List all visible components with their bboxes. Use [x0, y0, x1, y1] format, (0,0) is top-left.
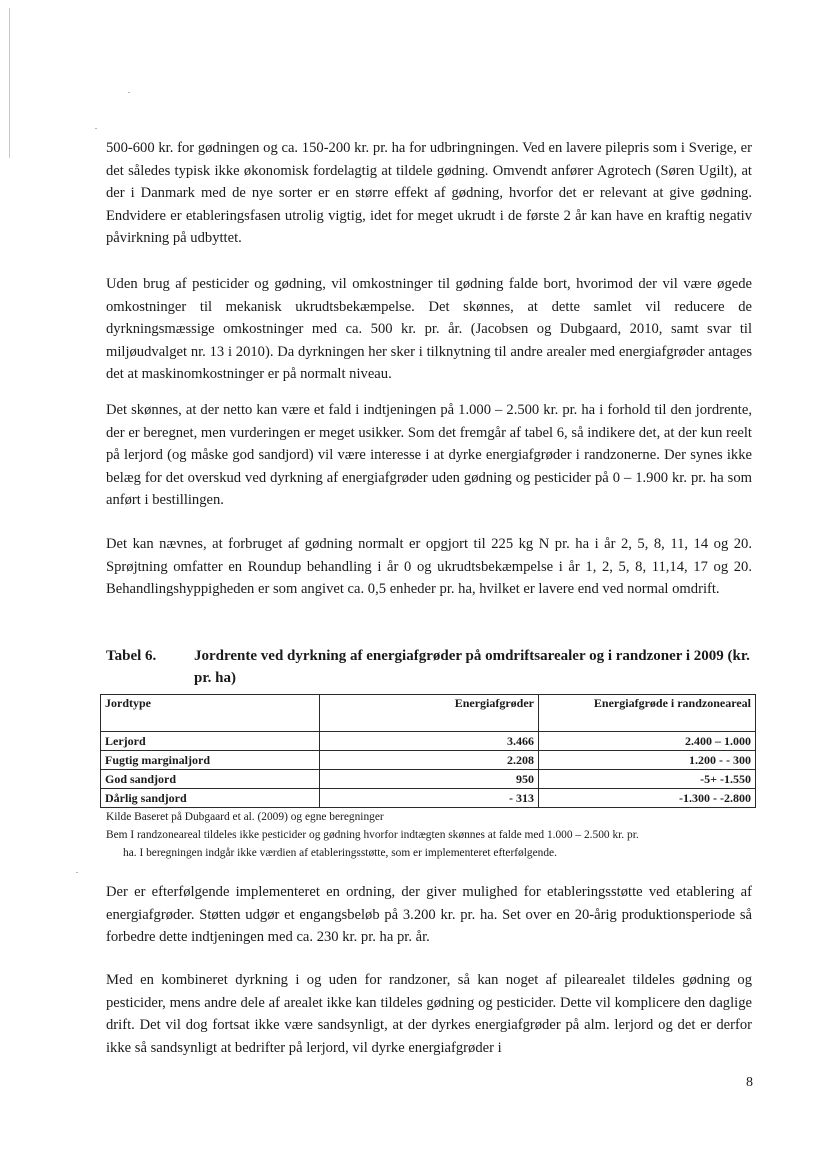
table-row — [101, 770, 756, 789]
row-soil-type: Dårlig sandjord — [101, 789, 320, 808]
row-buffer-zone-value: -5+ -1.550 — [539, 770, 756, 789]
header-randzoneareal: Energiafgrøde i randzoneareal — [539, 695, 756, 732]
row-soil-type: Lerjord — [101, 732, 320, 751]
row-energy-crops-value: 950 — [320, 770, 539, 789]
row-buffer-zone-value: 2.400 – 1.000 — [539, 732, 756, 751]
table-row — [101, 789, 756, 808]
table-source: Kilde Baseret på Dubgaard et al. (2009) og egne beregninger — [106, 811, 384, 823]
table-label: Tabel 6. — [106, 648, 157, 664]
scan-speck — [95, 128, 97, 129]
table-row — [101, 732, 756, 751]
table-title: Jordrente ved dyrkning af energiafgrøder på omdriftsarealer og i randzoner i 2009 (kr. pr. ha) — [194, 648, 750, 686]
paragraph-6: Med en kombineret dyrkning i og uden for randzoner, så kan noget af pilearealet tildeles gødning og pesticider, mens andre dele af arealet ikke kan tildeles gødning og pesticider. Dette vil komplicere den daglige drift. Det vil dog fortsat ikke være sandsynligt, at der dyrkes energiafgrøder på alm. lerjord og det er derfor ikke så sandsynligt at bedrifter på lerjord, vil dyrke energiafgrøder i — [106, 972, 752, 1056]
paragraph-5: Der er efterfølgende implementeret en ordning, der giver mulighed for etableringsstøtte ved etablering af energiafgrøder. Støtten udgør et engangsbeløb på 3.200 kr. pr. ha. Set over en 20-årig produktionsperiode så forbedre dette indtjeningen med ca. 230 kr. pr. ha pr. år. — [106, 884, 752, 946]
data-table — [100, 694, 756, 808]
scan-speck — [128, 92, 130, 93]
margin-rule — [9, 8, 10, 158]
paragraph-2: Uden brug af pesticider og gødning, vil omkostninger til gødning falde bort, hvorimod der vil være øgede omkostninger til mekanisk ukrudtsbekæmpelse. Det skønnes, at dette samlet vil reducere de dyrkningsmæssige omkostninger med ca. 500 kr. pr. år. (Jacobsen og Dubgaard, 2010, samt svar til miljøudvalget nr. 13 i 2010). Da dyrkningen her sker i tilknytning til andre arealer med energiafgrøder antages det at maskinomkostninger er på normalt niveau. — [106, 276, 752, 383]
header-energiafgroder: Energiafgrøder — [320, 695, 539, 732]
paragraph-3: Det skønnes, at der netto kan være et fald i indtjeningen på 1.000 – 2.500 kr. pr. ha i forhold til den jordrente, der er beregnet, men vurderingen er meget usikker. Som det fremgår af tabel 6, så indikere det, at der kun reelt på lerjord (og måske god sandjord) vil være interesse i at dyrke energiafgrøder i randzonerne. Der synes ikke belæg for det overskud ved dyrkning af energiafgrøder uden gødning og pesticider på 0 – 1.900 kr. pr. ha som anført i bestillingen. — [106, 402, 752, 509]
scan-speck — [76, 872, 78, 873]
table-notes — [106, 808, 786, 862]
table-header-row — [101, 695, 756, 732]
row-energy-crops-value: 2.208 — [320, 751, 539, 770]
row-energy-crops-value: - 313 — [320, 789, 539, 808]
row-soil-type: Fugtig marginaljord — [101, 751, 320, 770]
page-number: 8 — [746, 1075, 753, 1090]
row-energy-crops-value: 3.466 — [320, 732, 539, 751]
paragraph-1: 500-600 kr. for gødningen og ca. 150-200 kr. pr. ha for udbringningen. Ved en lavere pilepris som i Sverige, er det således typisk ikke økonomisk fordelagtig at tildele gødning. Omvendt anfører Agrotech (Søren Ugilt), at der i Danmark med de nye sorter er en større effekt af gødning, hvorfor det er relevant at give gødning. Endvidere er etableringsfasen utrolig vigtig, idet for meget ukrudt i de første 2 år kan have en kraftig negativ påvirkning på udbyttet. — [106, 140, 752, 247]
table-note: Bem I randzoneareal tildeles ikke pesticider og gødning hvorfor indtægten skønnes at falde med 1.000 – 2.500 kr. pr. — [106, 829, 639, 841]
table-note-continued: ha. I beregningen indgår ikke værdien af etableringsstøtte, som er implementeret efterfølgende. — [123, 847, 557, 859]
paragraph-4: Det kan nævnes, at forbruget af gødning normalt er opgjort til 225 kg N pr. ha i år 2, 5, 8, 11, 14 og 20. Sprøjtning omfatter en Roundup behandling i år 0 og ukrudtsbekæmpelse i år 1, 2, 5, 8, 11,14, 17 og 20. Behandlingshyppigheden er som angivet ca. 0,5 enheder pr. ha, hvilket er lavere end ved normal omdrift. — [106, 536, 752, 598]
header-jordtype: Jordtype — [101, 695, 320, 732]
row-buffer-zone-value: 1.200 - - 300 — [539, 751, 756, 770]
table-row — [101, 751, 756, 770]
row-soil-type: God sandjord — [101, 770, 320, 789]
row-buffer-zone-value: -1.300 - -2.800 — [539, 789, 756, 808]
